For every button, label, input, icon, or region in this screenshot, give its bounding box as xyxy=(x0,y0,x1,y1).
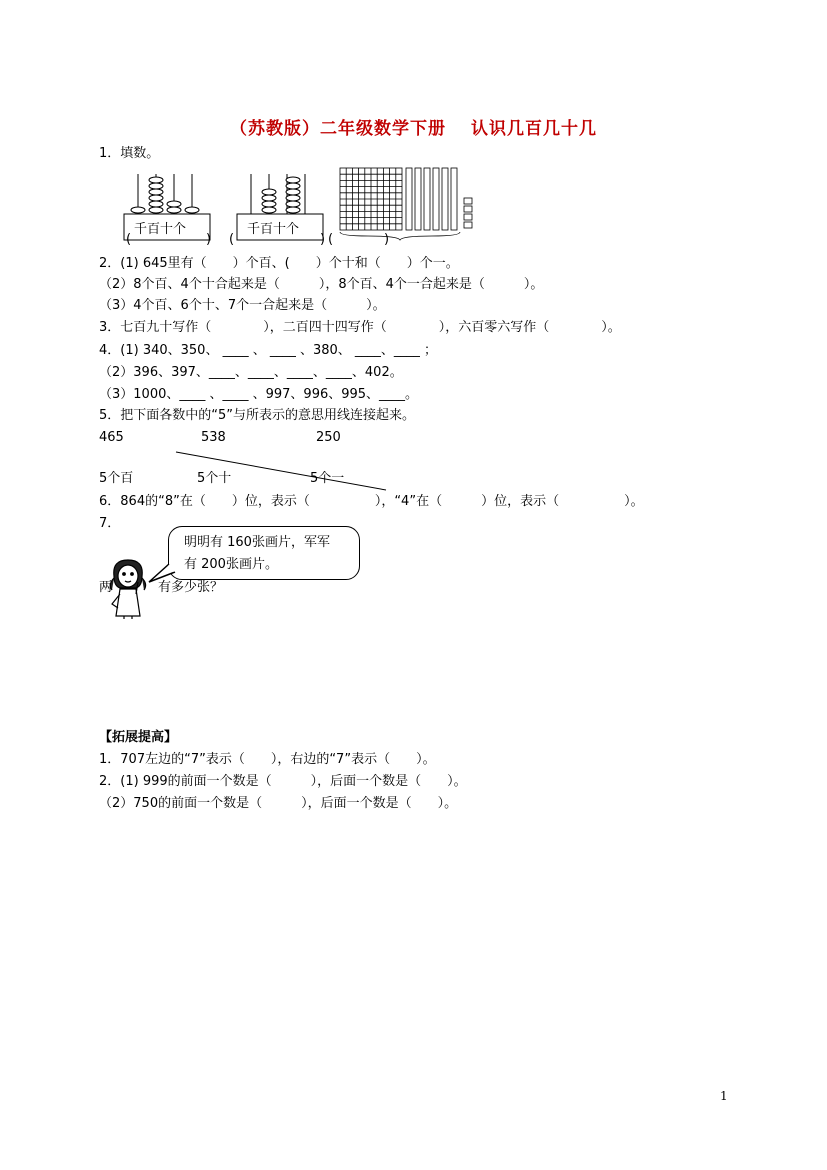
page-title: （苏教版）二年级数学下册 认识几百几十几 xyxy=(230,119,597,139)
q3-line1: 3．七百九十写作（ ），二百四十四写作（ ），六百零六写作（ ）。 xyxy=(99,320,621,335)
bubble-line1: 明明有 160张画片，军军 xyxy=(184,535,330,550)
q5-meaning: 5个百 xyxy=(99,471,134,486)
q5-line1: 5．把下面各数中的“5”与所表示的意思用线连接起来。 xyxy=(99,408,416,423)
q5-meaning: 5个十 xyxy=(197,471,232,486)
q7-question-prefix: 两 xyxy=(99,580,113,595)
abacus-1-label: 千百十个 xyxy=(134,222,187,237)
paren-close-1: ) xyxy=(206,232,212,247)
paren-open-3: ( xyxy=(328,232,334,247)
extension-line3: （2）750的前面一个数是（ ），后面一个数是（ ）。 xyxy=(99,796,458,811)
q2-line2: （2）8个百、4个十合起来是（ ），8个百、4个一合起来是（ ）。 xyxy=(99,277,544,292)
abacus-2-label: 千百十个 xyxy=(247,222,300,237)
bubble-line2: 有 200张画片。 xyxy=(184,557,278,572)
page-number: 1 xyxy=(720,1089,728,1103)
q1-label: 1．填数。 xyxy=(99,146,160,161)
q2-line1: 2．(1) 645里有（ ）个百、( ）个十和（ ）个一。 xyxy=(99,256,459,271)
paren-close-3: ) xyxy=(384,232,390,247)
extension-heading: 【拓展提高】 xyxy=(99,730,178,745)
paren-close-2: ) xyxy=(320,232,326,247)
paren-open-2: ( xyxy=(229,232,235,247)
q7-question: 有多少张？ xyxy=(158,580,224,595)
q5-meaning: 5个一 xyxy=(310,471,345,486)
q5-number: 250 xyxy=(316,430,341,445)
extension-line2: 2．(1) 999的前面一个数是（ ），后面一个数是（ ）。 xyxy=(99,774,467,789)
q6-line1: 6．864的“8”在（ ）位，表示（ ），“4”在（ ）位，表示（ ）。 xyxy=(99,494,644,509)
q4-line3: （3）1000、____ 、____ 、997、996、995、____。 xyxy=(99,387,419,402)
extension-line1: 1．707左边的“7”表示（ ），右边的“7”表示（ ）。 xyxy=(99,752,436,767)
paren-open-1: ( xyxy=(126,232,132,247)
q5-number: 538 xyxy=(201,430,226,445)
q7-label: 7． xyxy=(99,516,121,531)
q4-line2: （2）396、397、____、____、____、____、402。 xyxy=(99,365,403,380)
q2-line3: （3）4个百、6个十、7个一合起来是（ ）。 xyxy=(99,298,386,313)
q5-number: 465 xyxy=(99,430,124,445)
q4-line1: 4．(1) 340、350、 ____ 、 ____ 、380、 ____、____ ； xyxy=(99,343,438,358)
